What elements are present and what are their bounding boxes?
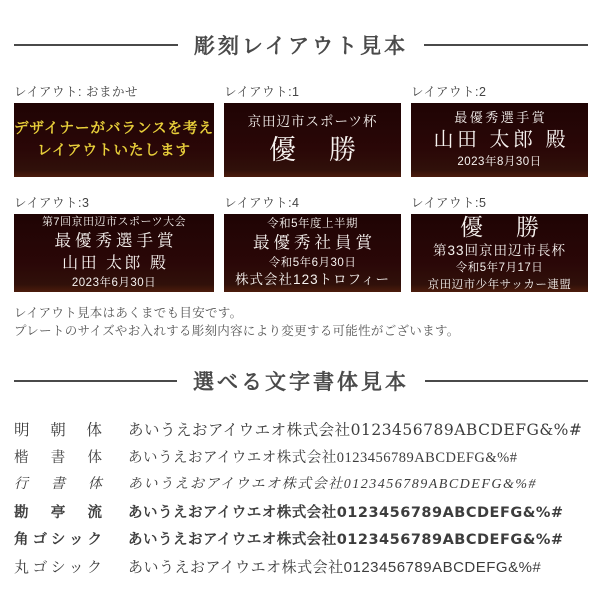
plate-line: 令和5年6月30日 (268, 256, 357, 269)
font-sample-text: あいうえおアイウエオ株式会社0123456789ABCDEFG&%# (128, 532, 564, 549)
plate-line: 株式会社123トロフィー (235, 272, 391, 288)
font-name: 角ゴシック (14, 532, 102, 549)
font-sample-row (14, 446, 588, 474)
plate-line: 最優秀社員賞 (253, 234, 377, 253)
engraved-plate (14, 103, 214, 177)
layout-label: レイアウト:4 (224, 196, 300, 210)
font-sample-row (14, 501, 588, 529)
font-name: 勘亭流 (14, 504, 102, 521)
plate-line: デザイナーがバランスを考え (14, 120, 215, 137)
title-rule-left (14, 44, 178, 46)
engraved-plate (224, 214, 401, 292)
layout-sample (14, 193, 214, 292)
font-sample-text: あいうえおアイウエオ株式会社0123456789ABCDEFG&%# (128, 449, 518, 466)
font-sample-text: あいうえおアイウエオ株式会社0123456789ABCDEFG&%# (128, 421, 583, 440)
font-name: 楷書体 (14, 449, 102, 466)
layout-grid (14, 82, 588, 292)
font-section-header (14, 366, 588, 396)
font-sample-row (14, 418, 588, 446)
layout-section-title: 彫刻レイアウト見本 (193, 35, 409, 58)
font-name: 丸ゴシック (14, 558, 102, 576)
font-name: 明朝体 (14, 421, 102, 440)
plate-line: 最優秀選手賞 (54, 232, 178, 251)
layout-label: レイアウト: おまかせ (14, 85, 138, 99)
plate-line: 2023年8月30日 (457, 156, 542, 169)
plate-line: 山田 太郎 殿 (433, 129, 570, 152)
plate-line: 山田 太郎 殿 (62, 255, 169, 272)
title-rule-right (424, 44, 588, 46)
title-rule-right (425, 380, 588, 382)
layout-note (14, 304, 588, 340)
font-sample-table (14, 418, 588, 583)
engraved-plate (14, 214, 214, 292)
plate-line: 優 勝 (269, 134, 360, 165)
font-sample-row (14, 473, 588, 501)
layout-sample (411, 193, 588, 292)
note-line: プレートのサイズやお入れする彫刻内容により変更する可能性がございます。 (14, 324, 460, 339)
layout-sample (224, 193, 401, 292)
plate-line: 令和5年度上半期 (267, 217, 358, 230)
font-sample-text: あいうえおアイウエオ株式会社0123456789ABCDEFG&%# (128, 504, 564, 521)
font-name: 行書体 (14, 477, 102, 493)
engraved-plate (224, 103, 401, 177)
layout-sample (14, 82, 214, 177)
layout-sample (224, 82, 401, 177)
plate-line: レイアウトいたします (37, 143, 191, 159)
plate-line: 最優秀選手賞 (454, 110, 548, 126)
engraved-plate (411, 103, 588, 177)
font-sample-row (14, 556, 588, 584)
engraved-plate (411, 214, 588, 292)
plate-line: 2023年6月30日 (71, 277, 157, 289)
title-rule-left (14, 380, 177, 382)
plate-line: 京田辺市スポーツ杯 (247, 113, 378, 129)
plate-line: 令和5年7月17日 (455, 262, 544, 275)
font-sample-row (14, 528, 588, 556)
layout-label: レイアウト:1 (224, 85, 300, 99)
layout-sample (411, 82, 588, 177)
plate-line: 第7回京田辺市スポーツ大会 (41, 215, 187, 228)
plate-line: 優 勝 (460, 214, 545, 240)
layout-label: レイアウト:2 (411, 85, 487, 99)
font-section-title: 選べる文字書体見本 (193, 371, 409, 395)
font-sample-text: あいうえおアイウエオ株式会社0123456789ABCDEFG&%# (128, 477, 538, 493)
plate-line: 第33回京田辺市長杯 (433, 242, 567, 258)
plate-line: 京田辺市少年サッカー連盟 (427, 278, 572, 291)
layout-label: レイアウト:5 (411, 196, 487, 210)
font-sample-text: あいうえおアイウエオ株式会社0123456789ABCDEFG&%# (128, 558, 542, 576)
layout-section-header (14, 30, 588, 60)
layout-label: レイアウト:3 (14, 196, 90, 210)
note-line: レイアウト見本はあくまでも目安です。 (14, 306, 243, 320)
